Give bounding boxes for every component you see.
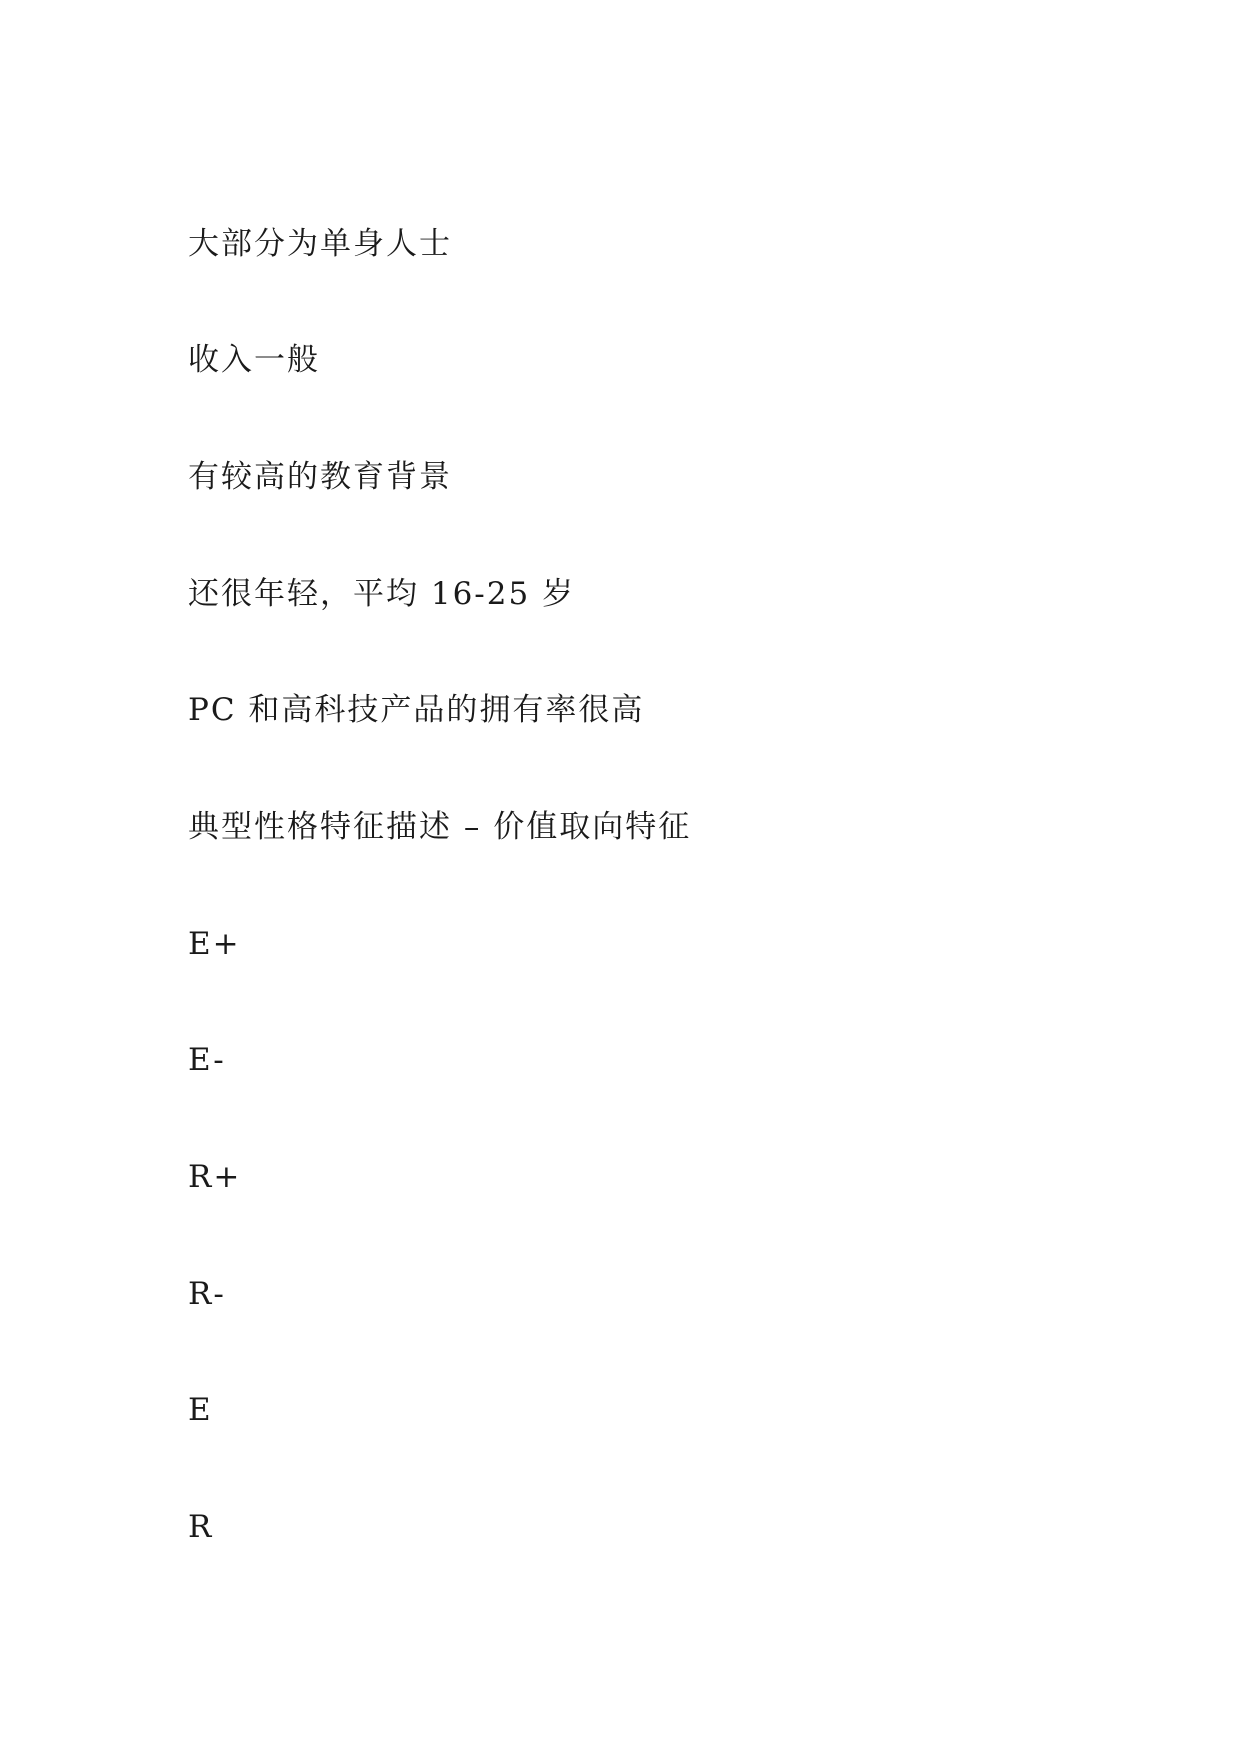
text-line-age: 还很年轻，平均 16-25 岁 <box>188 576 576 612</box>
text-line-pc-ownership: PC 和高科技产品的拥有率很高 <box>188 692 645 728</box>
text-line-r-minus: R- <box>188 1276 226 1312</box>
text-line-e-minus: E- <box>188 1042 226 1078</box>
text-line-income: 收入一般 <box>188 342 320 378</box>
text-line-e-plus: E+ <box>188 926 241 962</box>
section-heading: 典型性格特征描述 – 价值取向特征 <box>188 809 692 845</box>
text-line-r-plus: R+ <box>188 1159 242 1195</box>
text-line-e: E <box>188 1392 213 1428</box>
text-line-education: 有较高的教育背景 <box>188 459 452 495</box>
text-line-single: 大部分为单身人士 <box>188 226 452 262</box>
text-line-r: R <box>188 1509 214 1545</box>
